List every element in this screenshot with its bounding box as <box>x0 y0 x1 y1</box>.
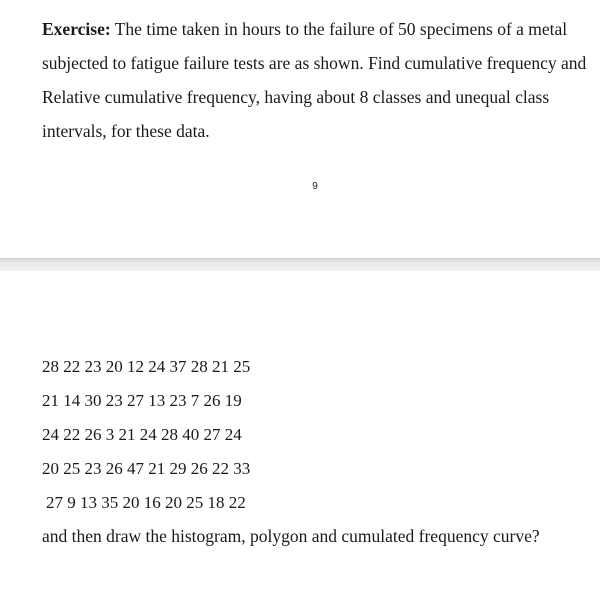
data-row: 21 14 30 23 27 13 23 7 26 19 <box>42 391 242 410</box>
data-row: 27 9 13 35 20 16 20 25 18 22 <box>46 493 246 512</box>
data-row: 20 25 23 26 47 21 29 26 22 33 <box>42 459 251 478</box>
page-number: 9 <box>312 181 318 192</box>
document-page-top <box>0 0 600 258</box>
closing-paragraph: and then draw the histogram, polygon and cumulated frequency curve? <box>42 526 540 546</box>
data-row: 24 22 26 3 21 24 28 40 27 24 <box>42 425 242 444</box>
document-page-bottom <box>0 271 600 600</box>
data-row: 28 22 23 20 12 24 37 28 21 25 <box>42 357 251 376</box>
exercise-text: The time taken in hours to the failure of 50 specimens of a metal subjected to fatigue failure tests are as shown. Find cumulative frequency and Relative cumulative frequency, having about 8 classes and unequal class intervals, for these data. <box>42 19 587 141</box>
exercise-label: Exercise: <box>42 19 111 39</box>
page-break-divider <box>0 258 600 272</box>
exercise-paragraph <box>42 12 587 148</box>
